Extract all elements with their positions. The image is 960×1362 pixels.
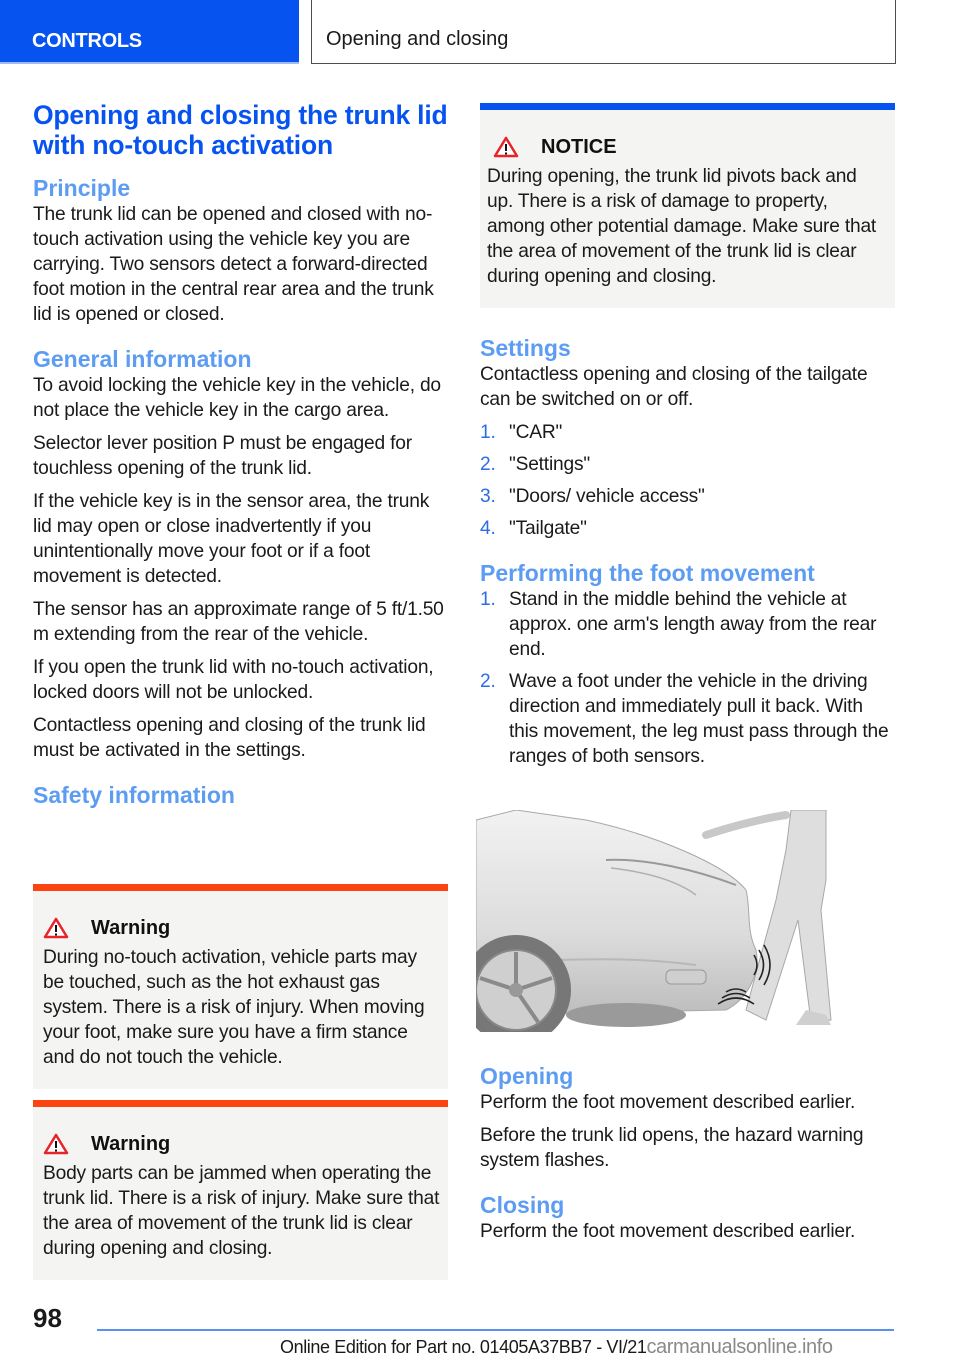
list-item: 4. "Tailgate" bbox=[480, 518, 587, 539]
opening-paragraph: Perform the foot movement described earlier. bbox=[480, 1092, 856, 1113]
settings-text: Contactless opening and closing of the tailgate can be switched on or off. bbox=[480, 364, 868, 410]
general-paragraph: Contactless opening and closing of the trunk lid must be activated in the settings. bbox=[33, 715, 426, 761]
heading-general-information: General information bbox=[33, 346, 252, 372]
warning-triangle-icon bbox=[493, 136, 519, 158]
heading-safety-information: Safety information bbox=[33, 782, 235, 808]
foot-movement-illustration bbox=[476, 810, 832, 1032]
list-item: 2. Wave a foot under the vehicle in the driving direction and immediately pull it back. With this movement, the leg must pass through the ranges of both sensors. bbox=[480, 671, 889, 767]
chapter-tab bbox=[311, 0, 896, 64]
general-paragraph: The sensor has an approximate range of 5 ft/1.50 m extending from the rear of the vehicle. bbox=[33, 599, 444, 645]
footer-edition bbox=[280, 1336, 833, 1359]
warning-box bbox=[33, 1100, 448, 1280]
page-title: Opening and closing the trunk lid with no-touch activation bbox=[33, 100, 448, 160]
general-paragraph: To avoid locking the vehicle key in the vehicle, do not place the vehicle key in the cargo area. bbox=[33, 375, 441, 421]
general-paragraph: Selector lever position P must be engaged for touchless opening of the trunk lid. bbox=[33, 433, 412, 479]
warning-triangle-icon bbox=[43, 917, 69, 939]
heading-closing: Closing bbox=[480, 1192, 565, 1218]
edition-text: Online Edition for Part no. 01405A37BB7 - VI/21 bbox=[280, 1337, 647, 1357]
settings-section bbox=[480, 334, 896, 769]
notice-header bbox=[487, 134, 887, 160]
notice-text: During opening, the trunk lid pivots back and up. There is a risk of damage to property, among other potential damage. Make sure that the area of movement of the trunk lid is clear during opening and closing. bbox=[487, 166, 877, 287]
general-paragraph: If you open the trunk lid with no-touch activation, locked doors will not be unlocked. bbox=[33, 657, 434, 703]
warning-header bbox=[43, 1131, 440, 1157]
principle-text: The trunk lid can be opened and closed with no-touch activation using the vehicle key you are carrying. Two sensors detect a forward-directed foot motion in the central rear area and the trunk lid is opened or closed. bbox=[33, 204, 434, 325]
notice-box bbox=[480, 103, 895, 308]
settings-steps bbox=[480, 420, 896, 541]
warning-label: Warning bbox=[91, 1133, 171, 1155]
footer-divider bbox=[97, 1329, 894, 1331]
heading-settings: Settings bbox=[480, 335, 571, 361]
warning-triangle-icon bbox=[43, 1133, 69, 1155]
section-label: CONTROLS bbox=[32, 30, 142, 52]
warning-text: During no-touch activation, vehicle parts may be touched, such as the hot exhaust gas system. There is a risk of injury. When moving your foot, make sure you have a firm stance and do not touch the vehicle. bbox=[43, 947, 425, 1068]
general-paragraph: If the vehicle key is in the sensor area, the trunk lid may open or close inadvertently if you unintentionally move your foot or if a foot movement is detected. bbox=[33, 491, 430, 587]
warning-text: Body parts can be jammed when operating the trunk lid. There is a risk of injury. Make sure that the area of movement of the trunk lid is clear during opening and closing. bbox=[43, 1163, 440, 1259]
page-number: 98 bbox=[33, 1303, 62, 1333]
foot-steps bbox=[480, 587, 896, 769]
chapter-label: Opening and closing bbox=[326, 28, 509, 50]
warning-label: Warning bbox=[91, 917, 171, 939]
heading-principle: Principle bbox=[33, 175, 131, 201]
left-column bbox=[33, 100, 449, 809]
section-tab bbox=[0, 0, 299, 64]
list-item: 3. "Doors/ vehicle access" bbox=[480, 486, 705, 507]
closing-text: Perform the foot movement described earlier. bbox=[480, 1221, 856, 1242]
heading-opening: Opening bbox=[480, 1063, 574, 1089]
warning-header bbox=[43, 915, 440, 941]
list-item: 2. "Settings" bbox=[480, 454, 590, 475]
watermark: carmanualsonline.info bbox=[646, 1336, 833, 1358]
list-item: 1. Stand in the middle behind the vehicle at approx. one arm's length away from the rear end. bbox=[480, 589, 877, 660]
opening-paragraph: Before the trunk lid opens, the hazard warning system flashes. bbox=[480, 1125, 864, 1171]
heading-foot-movement: Performing the foot movement bbox=[480, 560, 815, 586]
list-item: 1. "CAR" bbox=[480, 422, 563, 443]
car-rear-illustration bbox=[476, 810, 832, 1032]
opening-closing-section bbox=[480, 1062, 896, 1244]
notice-label: NOTICE bbox=[541, 136, 617, 158]
warning-box bbox=[33, 884, 448, 1089]
